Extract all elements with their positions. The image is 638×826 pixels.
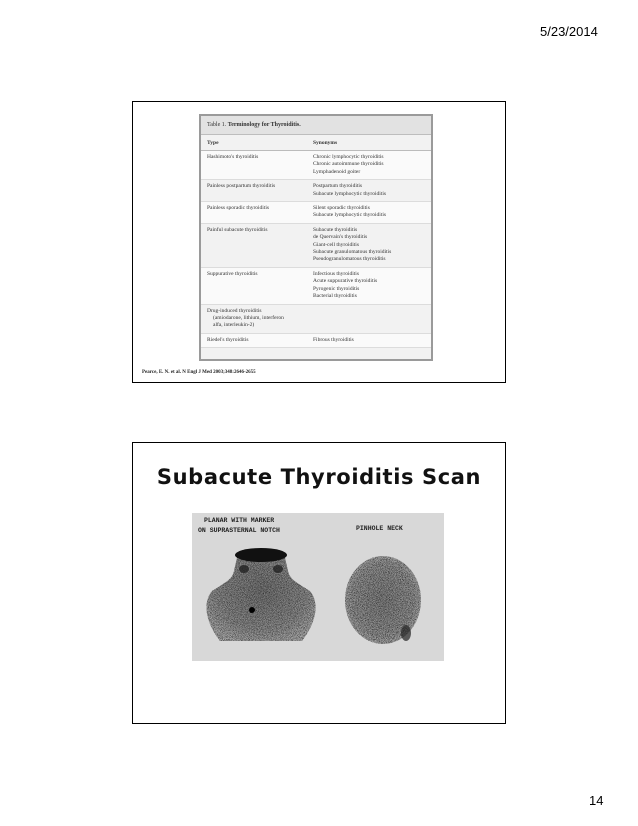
synonym-text: Chronic autoimmune thyroiditis	[313, 161, 384, 168]
type-text: (amiodarone, lithium, interferon	[213, 314, 284, 321]
synonyms-cell	[311, 151, 431, 179]
page-number: 14	[589, 793, 604, 808]
type-cell	[201, 334, 311, 347]
table-row	[201, 268, 431, 305]
synonym-text: Subacute granulomatous thyroiditis	[313, 249, 392, 256]
slide-thyroiditis-table	[132, 101, 506, 383]
type-text: Painful subacute thyroiditis	[207, 226, 268, 233]
table-row	[201, 180, 431, 202]
scintigraphy-image	[192, 513, 444, 661]
synonym-text: Lymphadenoid goiter	[313, 168, 361, 175]
table-row	[201, 224, 431, 268]
table-row	[201, 151, 431, 180]
planar-label-line1: PLANAR WITH MARKER	[204, 517, 275, 524]
slide-title: Subacute Thyroiditis Scan	[156, 465, 482, 489]
pinhole-label: PINHOLE NECK	[356, 525, 403, 532]
salivary-uptake	[235, 548, 287, 562]
synonym-text: Subacute lymphocytic thyroiditis	[313, 212, 387, 219]
synonym-text: Infectious thyroiditis	[313, 270, 359, 277]
synonym-text: Pseudogranulomatous thyroiditis	[313, 256, 386, 263]
date-header: 5/23/2014	[540, 24, 598, 39]
synonyms-cell	[311, 334, 431, 347]
citation: Pearce, E. N. et al. N Engl J Med 2003;348:2646-2655	[142, 370, 256, 375]
synonym-text: Subacute thyroiditis	[313, 226, 358, 233]
table-row	[201, 334, 431, 348]
type-cell	[201, 268, 311, 304]
synonym-text: Pyrogenic thyroiditis	[313, 285, 360, 292]
synonyms-cell	[311, 268, 431, 304]
synonyms-cell	[311, 202, 431, 223]
column-header-type: Type	[207, 139, 219, 146]
type-text: Riedel's thyroiditis	[207, 336, 249, 343]
synonyms-cell	[311, 224, 431, 267]
type-cell	[201, 224, 311, 267]
table-body	[201, 151, 431, 348]
slide-subacute-scan	[132, 442, 506, 724]
synonym-text: Giant-cell thyroiditis	[313, 241, 359, 248]
synonym-text: Bacterial thyroiditis	[313, 293, 357, 300]
type-text: Hashimoto's thyroiditis	[207, 154, 259, 160]
type-text: alfa, interleukin-2)	[213, 322, 255, 329]
synonym-text: de Quervain's thyroiditis	[313, 234, 368, 241]
table-caption-title: Terminology for Thyroiditis.	[227, 122, 301, 128]
synonyms-cell	[311, 180, 431, 201]
type-text: Painless sporadic thyroiditis	[207, 205, 270, 212]
planar-label-line2: ON SUPRASTERNAL NOTCH	[198, 527, 280, 534]
type-text: Painless postpartum thyroiditis	[207, 183, 276, 190]
synonym-text: Fibrous thyroiditis	[313, 336, 354, 343]
type-cell	[201, 180, 311, 201]
column-header-synonyms: Synonyms	[313, 139, 338, 146]
type-cell	[201, 202, 311, 223]
synonym-text: Chronic lymphocytic thyroiditis	[313, 154, 384, 160]
type-cell	[201, 151, 311, 179]
suprasternal-marker	[249, 607, 255, 613]
synonym-text: Acute suppurative thyroiditis	[313, 278, 378, 285]
type-cell	[201, 305, 311, 333]
table-row	[201, 305, 431, 334]
type-text: Suppurative thyroiditis	[207, 270, 258, 277]
scan-image	[192, 513, 444, 661]
table-caption-prefix: Table 1.	[207, 122, 227, 128]
table-caption	[201, 116, 431, 135]
type-text: Drug-induced thyroiditis	[207, 307, 262, 314]
synonym-text: Subacute lymphocytic thyroiditis	[313, 190, 387, 197]
table-row	[201, 202, 431, 224]
terminology-table	[199, 114, 433, 361]
synonyms-cell	[311, 305, 431, 333]
table-header-row	[201, 135, 431, 151]
synonym-text: Postpartum thyroiditis	[313, 183, 363, 190]
synonym-text: Silent sporadic thyroiditis	[313, 205, 370, 212]
